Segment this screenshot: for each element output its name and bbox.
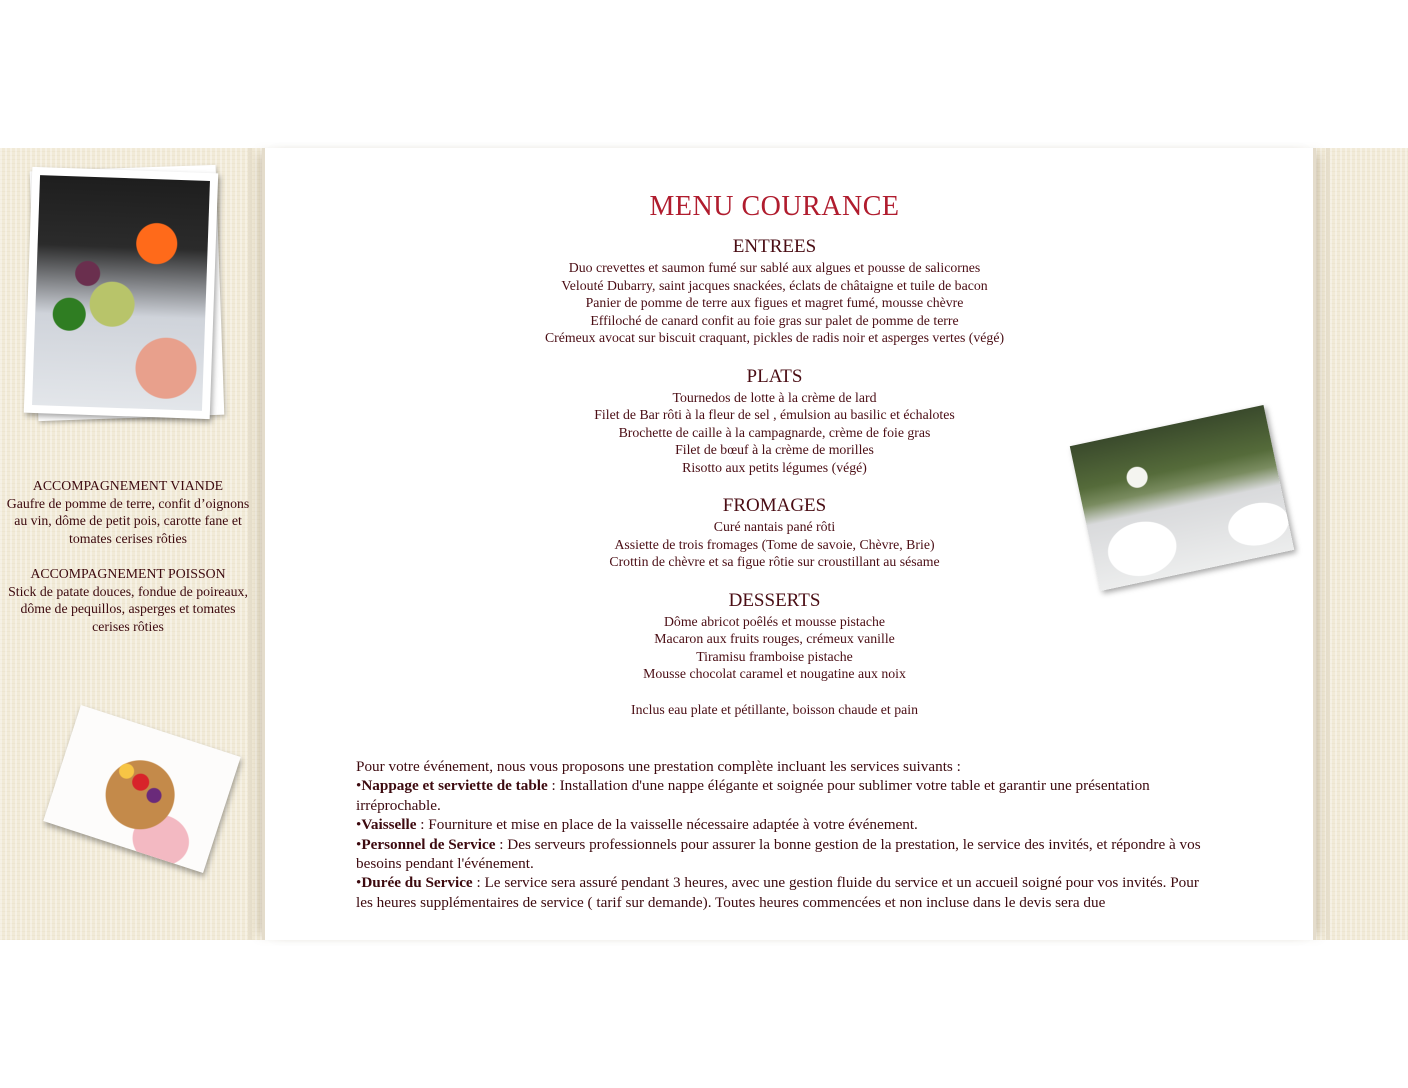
service-text: : Le service sera assuré pendant 3 heures, avec une gestion fluide du service et un accueil soigné pour vos invités. Pour les heures supplémentaires de service ( tarif sur demande). Toutes heures commencées et non incluse dans le devis sera due: [356, 874, 1199, 911]
menu-item: Velouté Dubarry, saint jacques snackées, éclats de châtaigne et tuile de bacon: [561, 277, 988, 293]
services-list: [356, 776, 1206, 912]
menu-item: Effiloché de canard confit au foie gras sur palet de pomme de terre: [590, 312, 959, 328]
menu-item: Filet de Bar rôti à la fleur de sel , émulsion au basilic et échalotes: [594, 407, 955, 422]
section-title: DESSERTS: [728, 589, 821, 611]
accompaniment-fish: [6, 565, 250, 635]
accompaniment-meat: [6, 477, 250, 547]
service-item: [356, 776, 1206, 815]
right-panel-edge: [1326, 148, 1330, 940]
menu-item: Macaron aux fruits rouges, crémeux vanille: [654, 631, 895, 646]
menu: [392, 185, 1157, 718]
bullet: •: [356, 874, 362, 892]
menu-item: Dôme abricot poêlés et mousse pistache: [663, 613, 886, 629]
menu-item: Assiette de trois fromages (Tome de savoie, Chèvre, Brie): [614, 536, 935, 552]
menu-item: Risotto aux petits légumes (végé): [682, 459, 867, 475]
bullet: •: [356, 777, 362, 795]
service-item: [356, 873, 1206, 912]
service-item: [356, 835, 1206, 874]
menu-item: Mousse chocolat caramel et nougatine aux noix: [643, 666, 906, 681]
menu-title: MENU COURANCE: [649, 191, 900, 222]
service-text: : Installation d'une nappe élégante et soignée pour sublimer votre table et garantir une présentation irréprochable.: [356, 777, 1150, 814]
service-name: Durée du Service: [361, 874, 473, 892]
starter-dish-photo: [24, 167, 218, 419]
service-name: Nappage et serviette de table: [361, 777, 548, 795]
menu-item: Panier de pomme de terre aux figues et magret fumé, mousse chèvre: [585, 295, 964, 310]
bullet: •: [356, 835, 362, 853]
bullet: •: [356, 816, 362, 834]
menu-included-note: Inclus eau plate et pétillante, boisson chaude et pain: [631, 701, 918, 717]
section-gap: [392, 571, 1157, 583]
service-text: : Des serveurs professionnels pour assurer la bonne gestion de la prestation, le service des invités, et répondre à vos besoins pendant l'événement.: [356, 835, 1201, 873]
service-name: Vaisselle: [361, 816, 417, 834]
service-item: [356, 815, 1206, 834]
menu-item: Filet de bœuf à la crème de morilles: [675, 442, 874, 457]
section-gap: [392, 347, 1157, 359]
menu-item: Crottin de chèvre et sa figue rôtie sur croustillant au sésame: [609, 554, 940, 569]
accompaniment-fish-text: Stick de patate douces, fondue de poireaux, dôme de pequillos, asperges et tomates cerises rôties: [8, 583, 248, 634]
accompaniment-meat-title: ACCOMPAGNEMENT VIANDE: [32, 478, 224, 493]
services-description: [356, 757, 1206, 912]
menu-item: Tiramisu framboise pistache: [696, 648, 853, 664]
menu-item: Duo crevettes et saumon fumé sur sablé aux algues et pousse de salicornes: [568, 260, 981, 275]
menu-item: Crémeux avocat sur biscuit craquant, pickles de radis noir et asperges vertes (végé): [544, 330, 1005, 345]
accompaniment-meat-text: Gaufre de pomme de terre, confit d’oignons au vin, dôme de petit pois, carotte fane et tomates cerises rôties: [6, 495, 250, 546]
section-title: FROMAGES: [722, 495, 827, 516]
menu-item: Tournedos de lotte à la crème de lard: [672, 389, 877, 405]
service-name: Personnel de Service: [361, 835, 496, 853]
starter-dish-image: [32, 175, 210, 411]
menu-item: Curé nantais pané rôti: [713, 519, 836, 534]
section-title: PLATS: [746, 365, 803, 387]
section-title: ENTREES: [732, 236, 817, 257]
section-gap: [392, 476, 1157, 488]
accompaniment-fish-title: ACCOMPAGNEMENT POISSON: [30, 566, 226, 581]
service-text: : Fourniture et mise en place de la vaisselle nécessaire adaptée à votre événement.: [416, 816, 918, 834]
menu-sections: [392, 235, 1157, 683]
menu-item: Brochette de caille à la campagnarde, crème de foie gras: [618, 424, 931, 440]
services-intro: Pour votre événement, nous vous proposons une prestation complète incluant les services suivants :: [356, 758, 961, 775]
